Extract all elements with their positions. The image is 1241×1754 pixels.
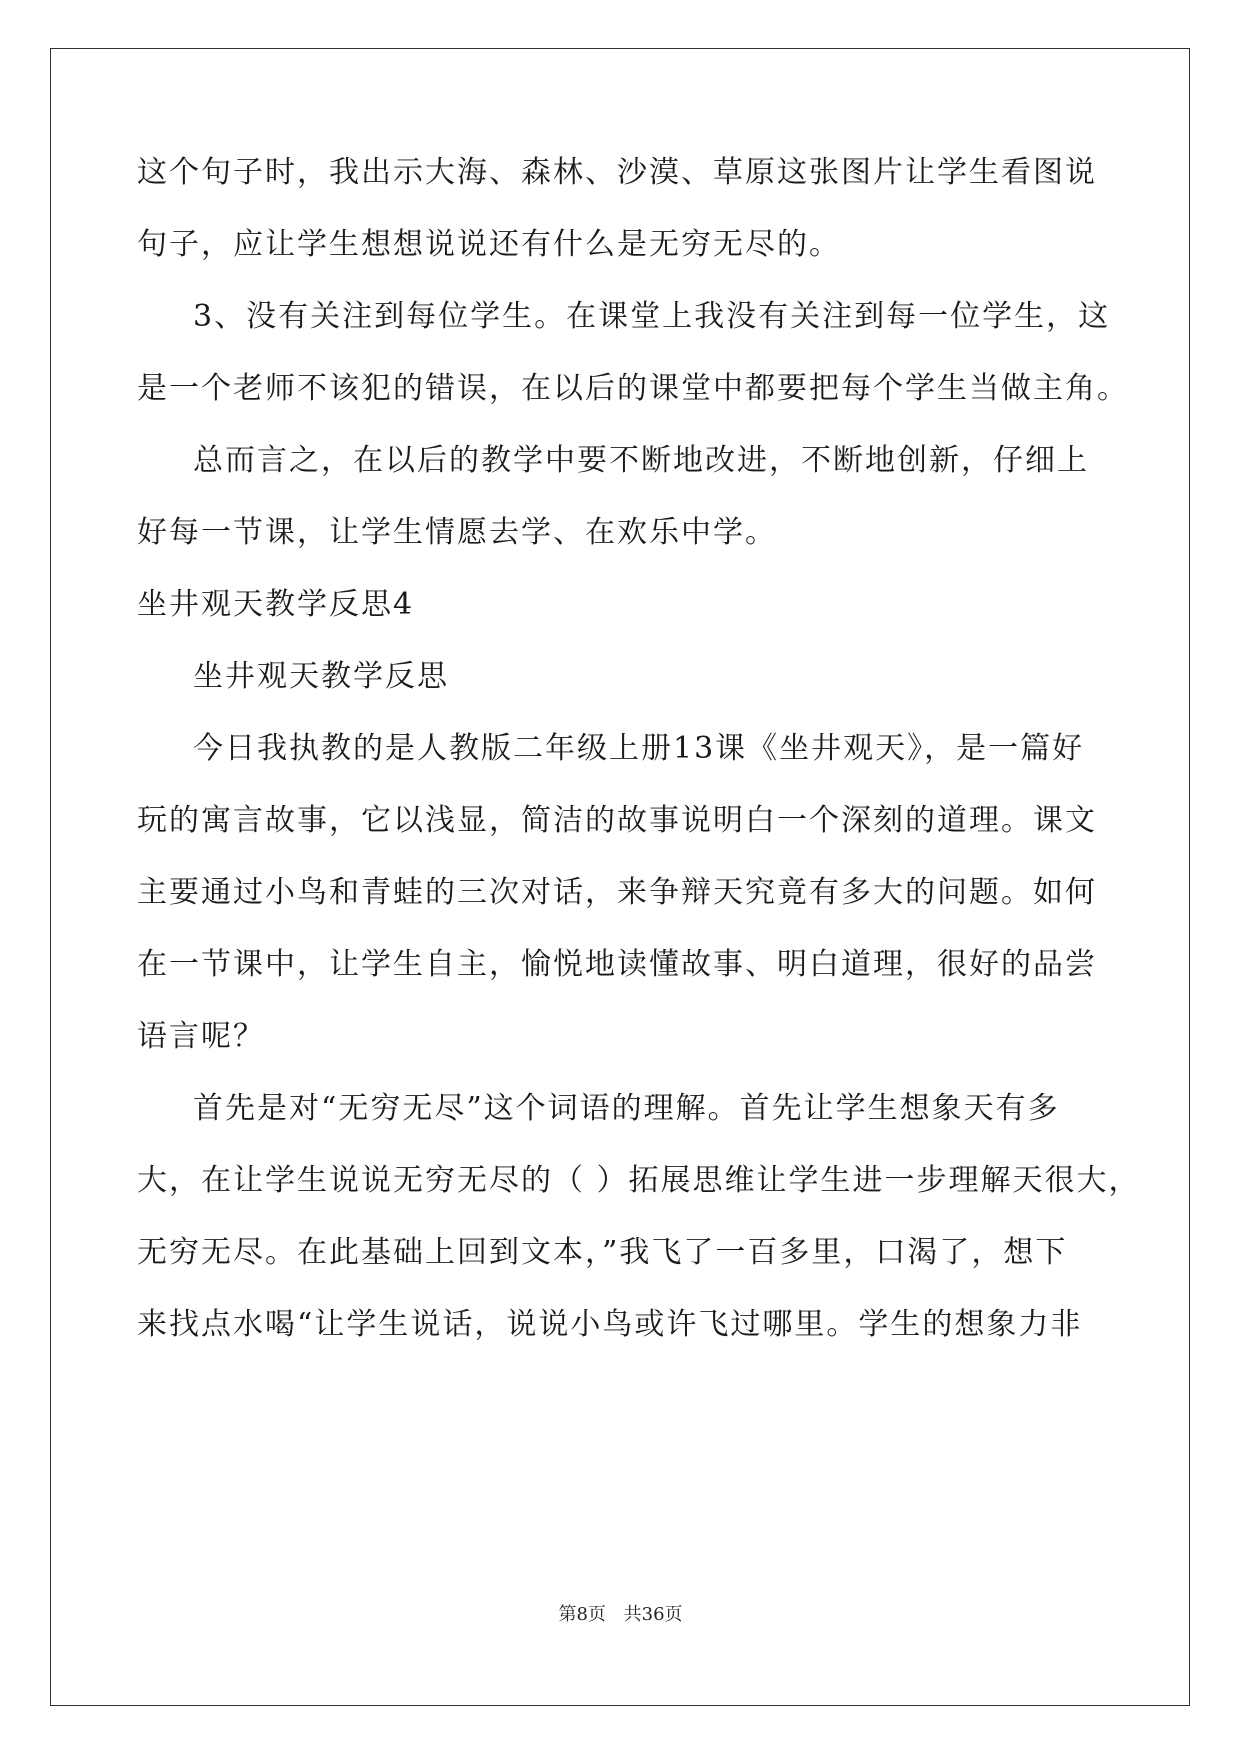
text-line: 总而言之，在以后的教学中要不断地改进，不断地创新，仔细上	[193, 443, 1089, 478]
article-title: 坐井观天教学反思	[193, 659, 449, 694]
text-line: 好每一节课，让学生情愿去学、在欢乐中学。	[137, 515, 777, 550]
page-total: 共36页	[623, 1604, 683, 1625]
text-line: 来找点水喝“让学生说话，说说小鸟或许飞过哪里。学生的想象力非	[137, 1307, 1083, 1342]
text-line: 3、没有关注到每位学生。在课堂上我没有关注到每一位学生，这	[193, 299, 1111, 334]
section-heading: 坐井观天教学反思4	[137, 587, 415, 622]
text-line: 玩的寓言故事，它以浅显，简洁的故事说明白一个深刻的道理。课文	[137, 803, 1097, 838]
text-line: 语言呢？	[137, 1019, 265, 1054]
text-line: 无穷无尽。在此基础上回到文本，”我飞了一百多里，口渴了，想下	[137, 1235, 1068, 1270]
page-number: 第8页	[558, 1604, 606, 1625]
text-line: 是一个老师不该犯的错误，在以后的课堂中都要把每个学生当做主角。	[137, 371, 1129, 406]
text-line: 大，在让学生说说无穷无尽的（ ）拓展思维让学生进一步理解天很大，	[137, 1163, 1141, 1198]
text-line: 这个句子时，我出示大海、森林、沙漠、草原这张图片让学生看图说	[137, 155, 1097, 190]
text-line: 首先是对“无穷无尽”这个词语的理解。首先让学生想象天有多	[193, 1091, 1060, 1126]
text-line: 在一节课中，让学生自主，愉悦地读懂故事、明白道理，很好的品尝	[137, 947, 1097, 982]
text-line: 句子，应让学生想想说说还有什么是无穷无尽的。	[137, 227, 841, 262]
page-footer	[0, 1600, 1241, 1626]
text-line: 今日我执教的是人教版二年级上册13课《坐井观天》，是一篇好	[193, 731, 1085, 766]
text-line: 主要通过小鸟和青蛙的三次对话，来争辩天究竟有多大的问题。如何	[137, 875, 1097, 910]
